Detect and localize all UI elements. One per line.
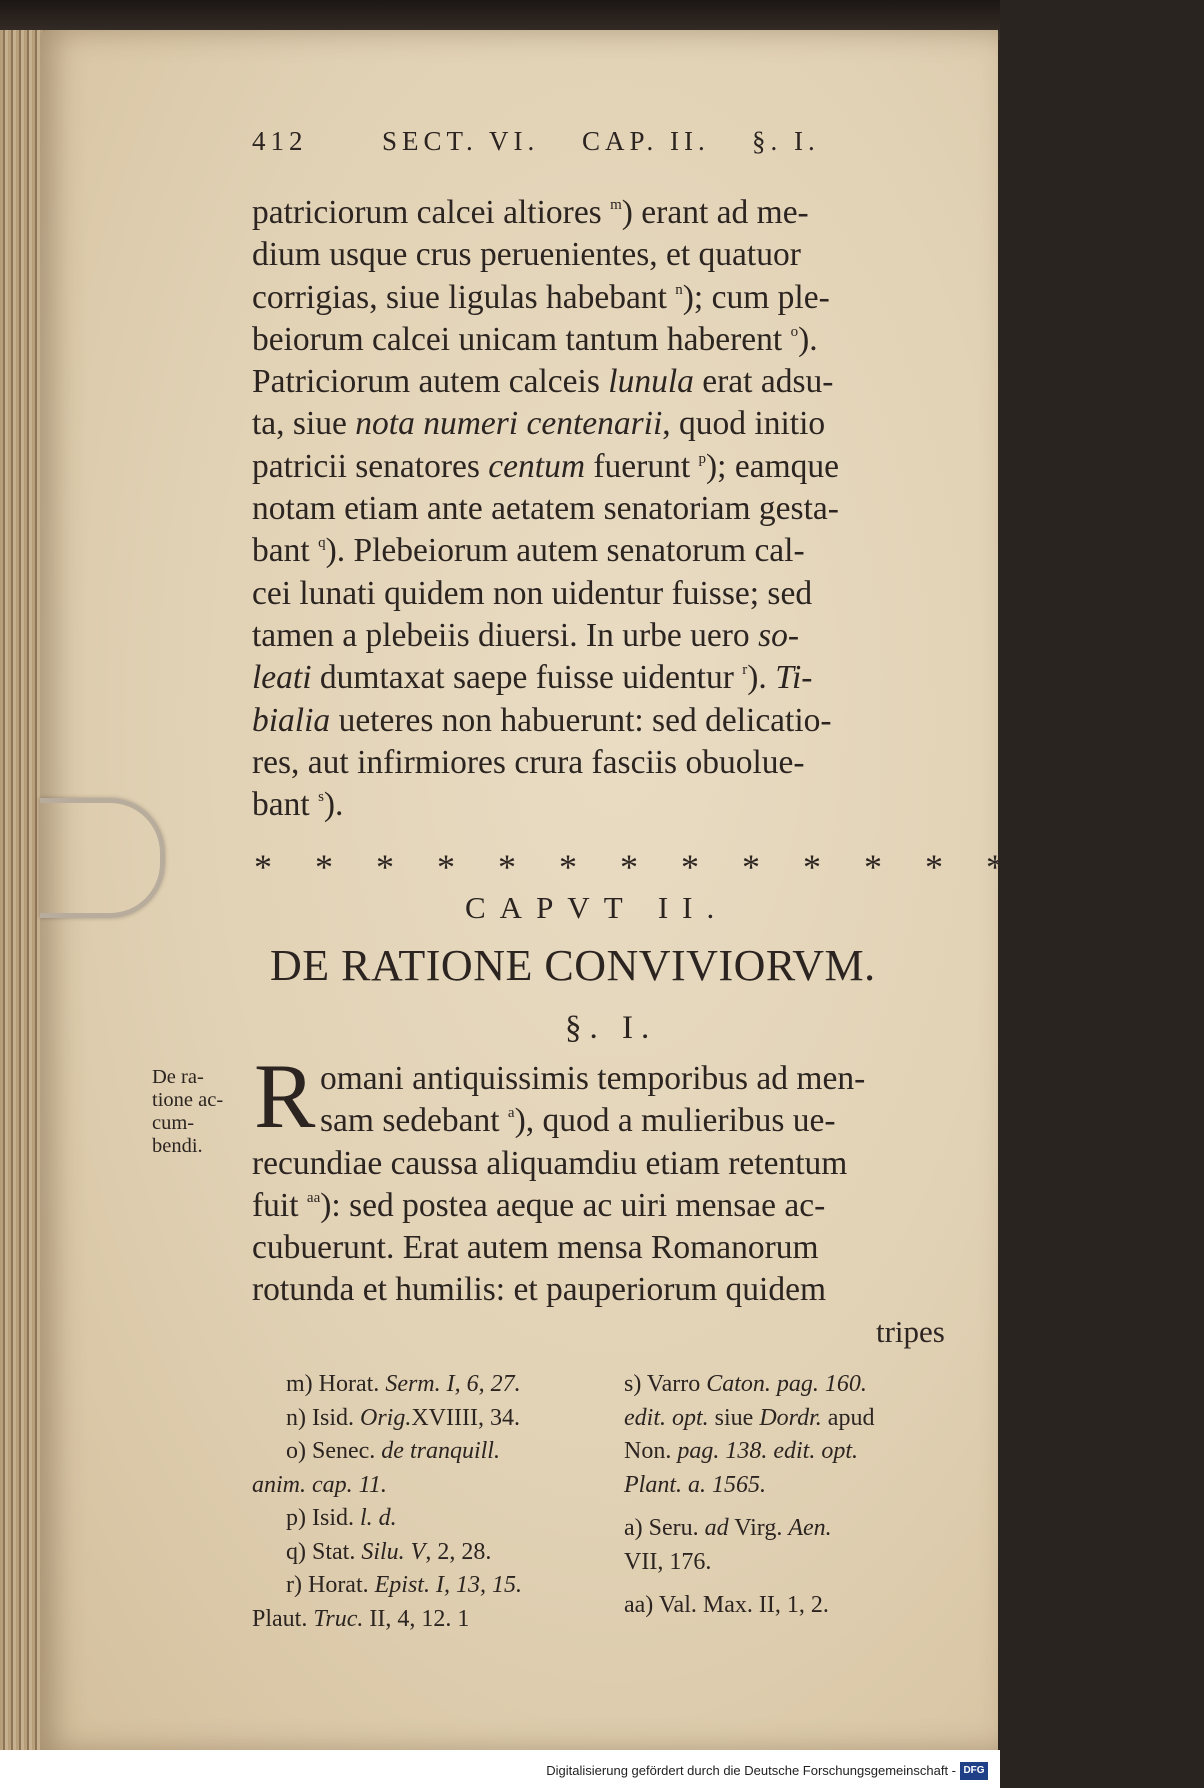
- chapter-line: [252, 1269, 964, 1311]
- footnote-line: [252, 1368, 607, 1402]
- italic-text: Ti-: [775, 659, 813, 697]
- chapter-line: [252, 1058, 964, 1100]
- chapter-title: DE RATIONE CONVIVIORVM.: [270, 941, 876, 990]
- text-run: aa) Val. Max. II, 1, 2.: [624, 1592, 829, 1618]
- footnote-ref: p: [698, 450, 707, 467]
- footnote-line: [624, 1579, 969, 1589]
- body-line: [252, 700, 964, 742]
- italic-text: anim. cap. 11.: [252, 1471, 387, 1498]
- italic-text: Serm. I, 6, 27.: [385, 1371, 521, 1397]
- footnote-line: [624, 1368, 969, 1402]
- text-run: Virg.: [728, 1515, 789, 1541]
- text-run: Non.: [624, 1438, 678, 1464]
- text-run: ).: [747, 659, 776, 697]
- text-run: ).: [798, 320, 818, 358]
- text-run: ): sed postea aeque ac uiri mensae ac-: [320, 1186, 826, 1224]
- italic-text: lunula: [608, 363, 694, 401]
- text-run: a) Seru.: [624, 1515, 705, 1541]
- text-run: tamen a plebeiis diuersi. In urbe uero: [252, 616, 759, 654]
- footnotes-right: [624, 1368, 969, 1623]
- header-section: SECT. VI.: [382, 126, 540, 156]
- italic-text: Orig.: [360, 1404, 412, 1431]
- footnote-line: [624, 1589, 969, 1623]
- body-line: [252, 277, 964, 319]
- text-run: rotunda et humilis: et pauperiorum quidem: [252, 1271, 827, 1309]
- italic-text: Aen.: [788, 1515, 832, 1541]
- chapter-line: [252, 1100, 964, 1142]
- text-run: recundiae caussa aliquamdiu etiam retentum: [252, 1144, 848, 1182]
- catchword: tripes: [876, 1314, 945, 1349]
- footnote-line: [252, 1603, 607, 1637]
- header-chapter: CAP. II.: [582, 126, 710, 156]
- body-line: [252, 488, 964, 530]
- text-run: bant: [252, 786, 319, 824]
- italic-text: Plant. a. 1565.: [624, 1471, 766, 1498]
- text-run: dumtaxat saepe fuisse uidentur: [311, 659, 743, 697]
- marginal-line: tione ac-: [152, 1089, 224, 1111]
- footnote-line: [252, 1502, 607, 1536]
- chapter-heading: CAPVT II.: [465, 890, 729, 925]
- footer-bar: [0, 1750, 1000, 1788]
- text-run: res, aut infirmiores crura fasciis obuolue-: [252, 743, 805, 781]
- body-line: [252, 403, 964, 445]
- text-run: siue: [708, 1404, 760, 1431]
- text-run: VII, 176.: [624, 1548, 712, 1575]
- text-run: q) Stat.: [286, 1538, 362, 1565]
- text-run: sam sedebant: [320, 1102, 508, 1140]
- text-run: patricii senatores: [252, 447, 489, 485]
- text-run: beiorum calcei unicam tantum haberent: [252, 320, 791, 358]
- footnote-line: [624, 1435, 969, 1469]
- body-line: [252, 192, 964, 234]
- header-paragraph: §. I.: [752, 126, 820, 156]
- body-line: [252, 319, 964, 361]
- text-run: ueteres non habuerunt: sed delicatio-: [330, 701, 832, 739]
- marginal-line: cum-: [152, 1112, 195, 1134]
- italic-text: l. d.: [360, 1505, 397, 1531]
- italic-text: bialia: [252, 701, 331, 739]
- body-paragraph: [252, 192, 964, 826]
- text-run: , 2, 28.: [425, 1538, 492, 1565]
- body-line: [252, 361, 964, 403]
- text-run: ). Plebeiorum autem senatorum cal-: [325, 532, 805, 570]
- footnote-line: [252, 1435, 607, 1469]
- text-run: ) erant ad me-: [621, 194, 809, 231]
- footnote-line: [252, 1569, 607, 1603]
- text-run: dium usque crus peruenientes, et quatuor: [252, 236, 801, 274]
- text-run: ).: [323, 786, 344, 824]
- body-line: [252, 234, 964, 276]
- section-mark: §. I.: [565, 1010, 658, 1046]
- text-run: n) Isid.: [286, 1404, 360, 1431]
- text-run: Plaut.: [252, 1605, 314, 1632]
- body-line: [252, 657, 964, 699]
- text-run: notam etiam ante aetatem senatoriam gesta-: [252, 490, 839, 528]
- chapter-line: [252, 1227, 964, 1269]
- footer-credit: Digitalisierung gefördert durch die Deutsche Forschungsgemeinschaft -: [546, 1763, 956, 1778]
- text-run: corrigias, siue ligulas habebant: [252, 278, 676, 316]
- text-run: cei lunati quidem non uidentur fuisse; sed: [252, 574, 813, 612]
- text-run: ta, siue: [252, 405, 356, 443]
- footnote-ref: m: [610, 197, 622, 213]
- running-header: [252, 126, 852, 166]
- footnotes-left: [252, 1368, 607, 1636]
- footnote-ref: s: [318, 789, 324, 806]
- text-run: erat adsu-: [693, 363, 834, 401]
- footnote-line: [252, 1469, 607, 1503]
- footnote-line: [252, 1536, 607, 1570]
- text-run: II, 4, 12. 1: [363, 1605, 470, 1632]
- body-line: [252, 615, 964, 657]
- footnote-line: [252, 1402, 607, 1436]
- text-run: apud: [821, 1404, 875, 1431]
- footnote-line: [624, 1502, 969, 1512]
- body-line: [252, 530, 964, 572]
- italic-text: Epist. I, 13, 15.: [374, 1572, 522, 1598]
- body-line: [252, 573, 964, 615]
- text-run: ), quod a mulieribus ue-: [514, 1102, 836, 1140]
- footnote-line: [624, 1512, 969, 1546]
- ornament-stars: * * * * * * * * * * * * * * * *: [254, 847, 1204, 887]
- footnote-ref: r: [742, 662, 748, 679]
- footnote-ref: a: [507, 1105, 515, 1122]
- italic-text: leati: [252, 659, 312, 697]
- footnote-line: [624, 1546, 969, 1580]
- italic-text: Dordr.: [759, 1404, 822, 1431]
- text-run: , quod initio: [662, 405, 826, 443]
- dfg-logo: DFG: [960, 1762, 988, 1780]
- italic-text: Caton. pag. 160.: [706, 1371, 867, 1397]
- marginal-line: bendi.: [152, 1135, 203, 1157]
- italic-text: edit. opt.: [624, 1404, 709, 1431]
- chapter-paragraph: [252, 1058, 964, 1312]
- text-run: omani antiquissimis temporibus ad men-: [320, 1060, 866, 1097]
- italic-text: de tranquill.: [381, 1438, 500, 1464]
- text-run: m) Horat.: [286, 1371, 386, 1397]
- italic-text: ad: [704, 1515, 729, 1541]
- footnote-ref: q: [318, 535, 326, 552]
- italic-text: nota numeri centenarii: [355, 405, 663, 443]
- footnote-ref: aa: [306, 1189, 321, 1206]
- text-run: XVIIII, 34.: [411, 1404, 520, 1431]
- page-number: 412: [252, 126, 308, 156]
- text-run: fuit: [252, 1186, 307, 1224]
- italic-text: Silu. V: [361, 1538, 426, 1565]
- text-run: patriciorum calcei altiores: [252, 194, 611, 231]
- text-run: o) Senec.: [286, 1438, 382, 1464]
- body-line: [252, 742, 964, 784]
- italic-text: Truc.: [313, 1605, 364, 1632]
- italic-text: centum: [488, 447, 586, 485]
- footnote-ref: o: [790, 323, 799, 340]
- text-run: Patriciorum autem calceis: [252, 363, 609, 401]
- footnote-line: [624, 1469, 969, 1503]
- marginal-line: De ra-: [152, 1066, 204, 1088]
- text-run: r) Horat.: [286, 1572, 375, 1598]
- text-run: ); cum ple-: [682, 278, 830, 316]
- body-line: [252, 446, 964, 488]
- footnote-line: [624, 1402, 969, 1436]
- marginal-note: [152, 1066, 252, 1158]
- text-run: bant: [252, 532, 319, 570]
- chapter-line: [252, 1143, 964, 1185]
- footnote-ref: n: [675, 281, 683, 298]
- text-run: cubuerunt. Erat autem mensa Romanorum: [252, 1229, 819, 1267]
- text-run: p) Isid.: [286, 1505, 360, 1531]
- italic-text: pag. 138. edit. opt.: [677, 1438, 858, 1464]
- body-line: [252, 784, 964, 826]
- text-run: ); eamque: [706, 447, 840, 485]
- text-run: s) Varro: [624, 1371, 707, 1397]
- italic-text: so-: [758, 616, 800, 654]
- text-run: fuerunt: [585, 447, 699, 485]
- page-clip: [40, 798, 165, 918]
- drop-cap: R: [254, 1045, 316, 1147]
- chapter-line: [252, 1185, 964, 1227]
